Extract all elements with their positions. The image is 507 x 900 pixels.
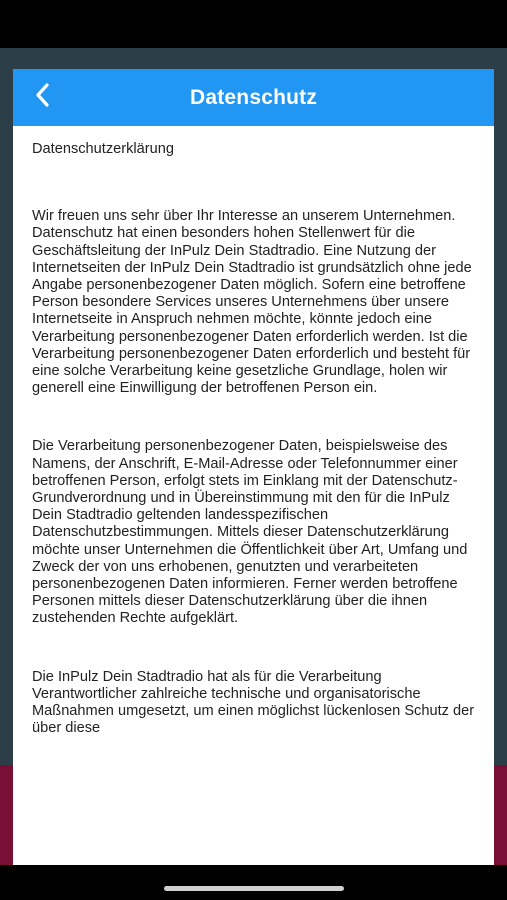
chevron-left-icon — [33, 82, 53, 113]
privacy-policy-modal — [13, 69, 494, 865]
bottom-bar — [0, 865, 507, 900]
status-bar — [0, 0, 507, 48]
modal-header — [13, 69, 494, 126]
page-title: Datenschutz — [189, 86, 318, 109]
policy-paragraph: Die Verarbeitung personenbezogener Daten, beispielsweise des Namens, der Anschrift, E-Mail-Adresse oder Telefonnummer einer betroffenen Person, erfolgt stets im Einklang mit der Datenschutz-Grundverordnung und in Übereinstimmung mit den für die InPulz Dein Stadtradio geltenden landesspezifischen Datenschutzbestimmungen. Mittels dieser Datenschutzerklärung möchte unser Unternehmen die Öffentlichkeit über Art, Umfang und Zweck der von uns erhobenen, genutzten und verarbeiteten personenbezogenen Daten informieren. Ferner werden betroffene Personen mittels dieser Datenschutzerklärung über die ihnen zustehenden Rechte aufgeklärt. — [32, 438, 468, 627]
home-indicator[interactable] — [164, 886, 344, 891]
policy-text-scroll[interactable] — [32, 126, 482, 865]
policy-paragraph: Die InPulz Dein Stadtradio hat als für die Verarbeitung Verantwortlicher zahlreiche technische und organisatorische Maßnahmen umgesetzt, um einen möglichst lückenlosen Schutz der über diese — [32, 668, 475, 737]
policy-paragraph: Wir freuen uns sehr über Ihr Interesse an unserem Unternehmen. Datenschutz hat einen besonders hohen Stellenwert für die Geschäftsleitung der InPulz Dein Stadtradio. Eine Nutzung der Internetseiten der InPulz Dein Stadtradio ist grundsätzlich ohne jede Angabe personenbezogener Daten möglich. Sofern eine betroffene Person besondere Services unseres Unternehmens über unsere Internetseite in Anspruch nehmen möchte, könnte jedoch eine Verarbeitung personenbezogener Daten erforderlich werden. Ist die Verarbeitung personenbezogener Daten erforderlich und besteht für eine solche Verarbeitung keine gesetzliche Grundlage, holen wir generell eine Einwilligung der betroffenen Person ein. — [32, 208, 472, 397]
document-heading: Datenschutzerklärung — [32, 141, 174, 157]
back-button[interactable] — [25, 79, 61, 115]
